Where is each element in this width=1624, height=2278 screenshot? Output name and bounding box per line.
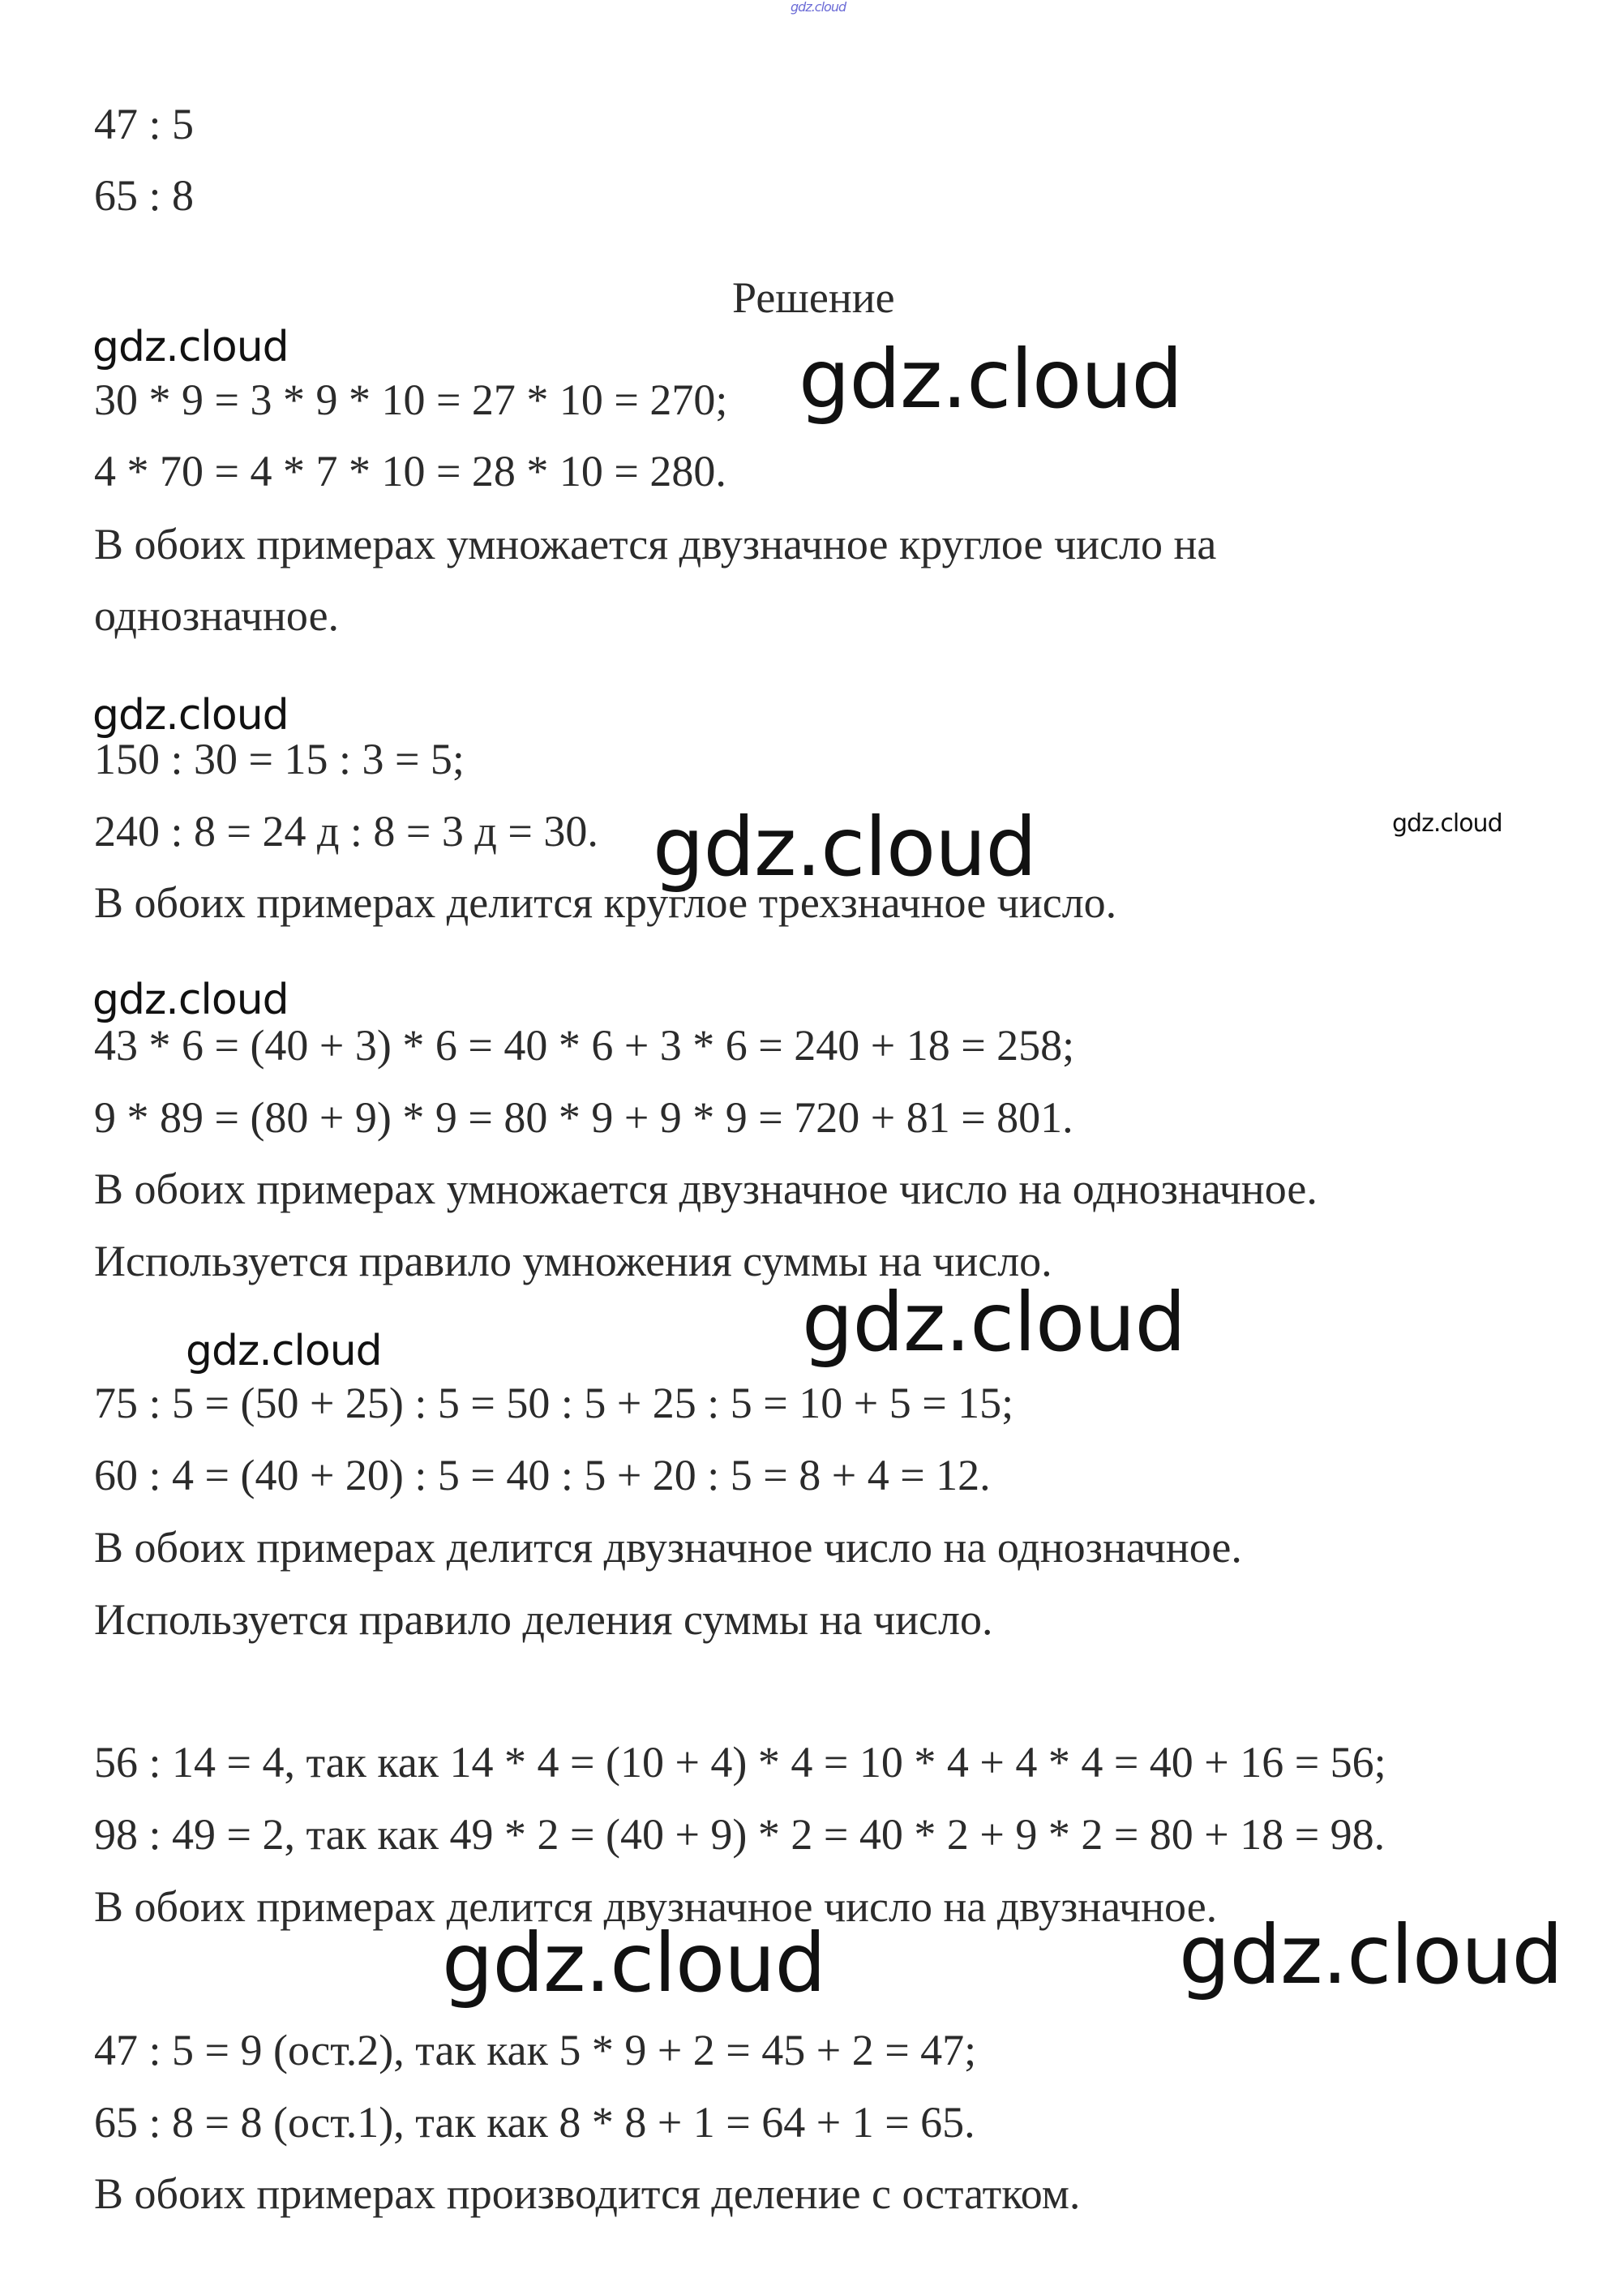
explanation-line: В обоих примерах производится деление с остатком. bbox=[94, 2169, 1081, 2218]
solution-line: 150 : 30 = 15 : 3 = 5; bbox=[94, 735, 465, 783]
watermark-large: gdz.cloud bbox=[802, 1275, 1186, 1370]
watermark-large: gdz.cloud bbox=[442, 1915, 826, 2010]
explanation-line: В обоих примерах делится круглое трехзначное число. bbox=[94, 878, 1117, 927]
solution-line: 65 : 8 = 8 (ост.1), так как 8 * 8 + 1 = 64 + 1 = 65. bbox=[94, 2098, 975, 2147]
watermark-small: gdz.cloud bbox=[186, 1327, 382, 1375]
watermark-large: gdz.cloud bbox=[653, 800, 1037, 894]
solution-line: 4 * 70 = 4 * 7 * 10 = 28 * 10 = 280. bbox=[94, 447, 726, 495]
explanation-line: Используется правило деления суммы на число. bbox=[94, 1595, 993, 1644]
explanation-line: В обоих примерах делится двузначное число на двузначное. bbox=[94, 1882, 1218, 1931]
solution-line: 30 * 9 = 3 * 9 * 10 = 27 * 10 = 270; bbox=[94, 375, 728, 424]
solution-line: 43 * 6 = (40 + 3) * 6 = 40 * 6 + 3 * 6 = 240 + 18 = 258; bbox=[94, 1021, 1075, 1070]
watermark-large: gdz.cloud bbox=[1179, 1907, 1563, 2002]
solution-heading: Решение bbox=[732, 273, 895, 322]
solution-line: 60 : 4 = (40 + 20) : 5 = 40 : 5 + 20 : 5 = 8 + 4 = 12. bbox=[94, 1451, 991, 1499]
explanation-line: В обоих примерах умножается двузначное число на однозначное. bbox=[94, 1165, 1318, 1213]
watermark-top: gdz.cloud bbox=[791, 0, 846, 15]
watermark-large: gdz.cloud bbox=[799, 332, 1183, 427]
explanation-line: В обоих примерах умножается двузначное круглое число на bbox=[94, 520, 1217, 568]
solution-line: 47 : 5 = 9 (ост.2), так как 5 * 9 + 2 = 45 + 2 = 47; bbox=[94, 2026, 977, 2074]
explanation-line: однозначное. bbox=[94, 591, 340, 640]
watermark-small: gdz.cloud bbox=[92, 323, 289, 371]
solution-line: 9 * 89 = (80 + 9) * 9 = 80 * 9 + 9 * 9 = 720 + 81 = 801. bbox=[94, 1093, 1073, 1142]
watermark-small: gdz.cloud bbox=[92, 976, 289, 1024]
explanation-line: Используется правило умножения суммы на число. bbox=[94, 1237, 1052, 1285]
solution-line: 240 : 8 = 24 д : 8 = 3 д = 30. bbox=[94, 807, 598, 856]
explanation-line: В обоих примерах делится двузначное число на однозначное. bbox=[94, 1523, 1242, 1572]
solution-line: 98 : 49 = 2, так как 49 * 2 = (40 + 9) * 2 = 40 * 2 + 9 * 2 = 80 + 18 = 98. bbox=[94, 1810, 1386, 1859]
problem-line-2: 65 : 8 bbox=[94, 171, 195, 220]
watermark-tiny: gdz.cloud bbox=[1392, 809, 1502, 838]
solution-line: 56 : 14 = 4, так как 14 * 4 = (10 + 4) * 4 = 10 * 4 + 4 * 4 = 40 + 16 = 56; bbox=[94, 1738, 1386, 1787]
watermark-small: gdz.cloud bbox=[92, 691, 289, 740]
problem-line-1: 47 : 5 bbox=[94, 100, 195, 148]
solution-line: 75 : 5 = (50 + 25) : 5 = 50 : 5 + 25 : 5 = 10 + 5 = 15; bbox=[94, 1379, 1014, 1427]
